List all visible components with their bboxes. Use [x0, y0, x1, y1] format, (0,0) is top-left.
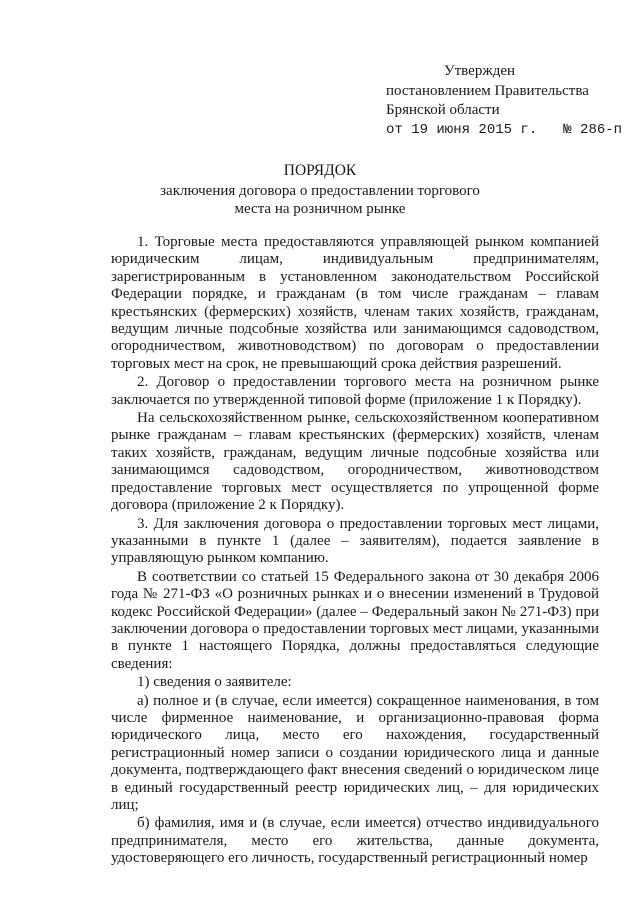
approval-stamp: [386, 62, 622, 140]
approval-line-region: Брянской области: [386, 102, 500, 118]
paragraph: 1. Торговые места предоставляются управляющей рынком компанией юридическим лицам, индивидуальным предпринимателям, зарегистрированным в установленном законодательством Российской Федерации порядке, и гражданам (в том числе гражданам – главам крестьянских (фермерских) хозяйств, членам таких хозяйств, гражданам, ведущим личные подсобные хозяйства или занимающимся садоводством, огородничеством, животноводством) по договорам о предоставлении торговых мест на срок, не превышающий срока действия разрешений.: [111, 234, 599, 372]
paragraph: 2. Договор о предоставлении торгового места на розничном рынке заключается по утвержденной типовой форме (приложение 1 к Порядку).: [111, 374, 599, 408]
paragraph: 3. Для заключения договора о предоставлении торговых мест лицами, указанными в пункте 1 (далее – заявителям), подается заявление в управляющую рынком компанию.: [111, 515, 599, 567]
document-heading: [0, 162, 640, 218]
paragraph: а) полное и (в случае, если имеется) сокращенное наименования, в том числе фирменное наименование, и организационно-правовая форма юридического лица, место его нахождения, государственный регистрационный номер записи о создании юридического лица и данные документа, подтверждающего факт внесения сведений о юридическом лице в единый государственный реестр юридических лиц, – для юридических лиц;: [111, 692, 599, 813]
document-title: ПОРЯДОК: [283, 162, 357, 179]
paragraph: б) фамилия, имя и (в случае, если имеется) отчество индивидуального предпринимателя, место его жительства, данные документа, удостоверяющего его личность, государственный регистрационный номер: [111, 815, 599, 867]
document-body: [111, 234, 599, 868]
document-subtitle-line2: места на розничном рынке: [234, 201, 406, 217]
approval-date-number: [386, 121, 622, 141]
approval-line-approved: Утвержден: [444, 63, 516, 79]
paragraph: 1) сведения о заявителе:: [137, 674, 292, 691]
approval-date: от 19 июня 2015 г.: [386, 121, 538, 138]
approval-line-decree: постановлением Правительства: [386, 82, 589, 99]
approval-number: № 286-п: [563, 121, 623, 138]
paragraph: В соответствии со статьей 15 Федерального закона от 30 декабря 2006 года № 271-ФЗ «О розничных рынках и о внесении изменений в Трудовой кодекс Российской Федерации» (далее – Федеральный закон № 271-ФЗ) при заключении договора о предоставлении торговых мест лицами, указанными в пункте 1 настоящего Порядка, должны предоставляться следующие сведения:: [111, 568, 599, 672]
paragraph: На сельскохозяйственном рынке, сельскохозяйственном кооперативном рынке гражданам – главам крестьянских (фермерских) хозяйств, членам таких хозяйств, гражданам, ведущим личные подсобные хозяйства или занимающимся садоводством, огородничеством, животноводством предоставление торговых мест осуществляется по упрощенной форме договора (приложение 2 к Порядку).: [111, 410, 599, 514]
document-subtitle-line1: заключения договора о предоставлении торгового: [160, 183, 480, 199]
